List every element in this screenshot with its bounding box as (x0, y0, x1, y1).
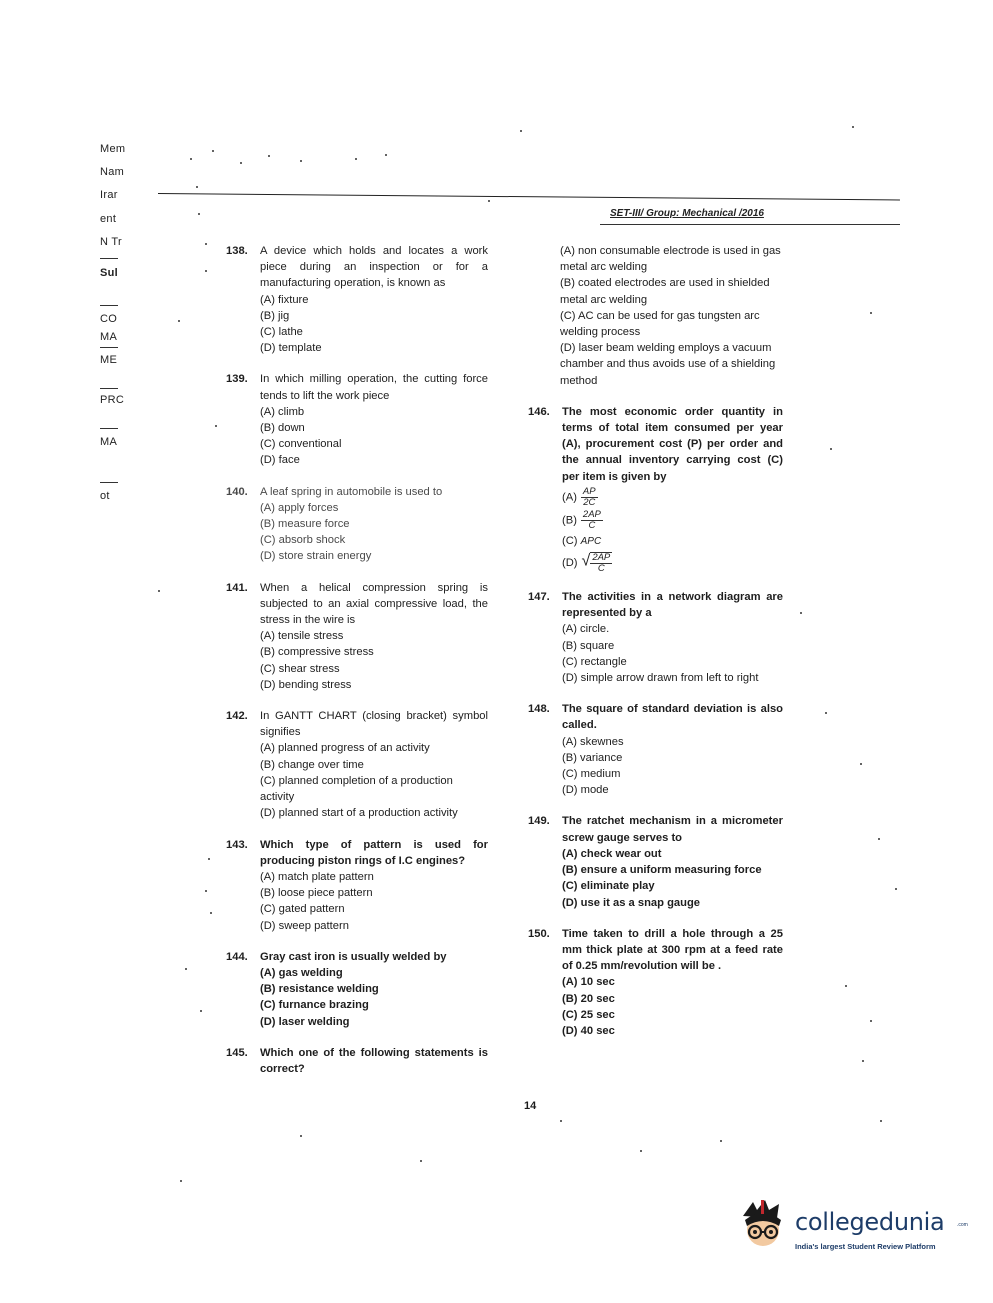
question-145-options (528, 243, 783, 389)
question-text: Which one of the following statements is correct? (260, 1046, 488, 1075)
question-140 (226, 484, 488, 565)
option: (C) rectangle (562, 655, 627, 668)
option: (A) 10 sec (562, 976, 615, 989)
question-141 (226, 580, 488, 693)
question-148 (528, 701, 783, 798)
option: (A) climb (260, 405, 305, 418)
option: (C) eliminate play (562, 880, 655, 893)
option: (D) simple arrow drawn from left to right (562, 672, 759, 685)
option-a: (A) $\frac{AP}{2C}$ (562, 485, 596, 508)
option: (B) square (562, 639, 615, 652)
margin-fragment: Nam (100, 166, 125, 178)
option: (C) absorb shock (260, 534, 346, 547)
question-143 (226, 837, 488, 934)
question-number: 140. (226, 485, 248, 498)
option: (B) ensure a uniform measuring force (562, 864, 762, 877)
margin-fragment: CO (100, 313, 118, 325)
option: (D) laser beam welding employs a vacuum chamber and thus avoids use of a shielding method (560, 342, 776, 387)
option: (B) compressive stress (260, 646, 374, 659)
logo-wordmark: collegedunia (795, 1208, 945, 1236)
option: (D) laser welding (260, 1015, 350, 1028)
option: (C) gated pattern (260, 903, 345, 916)
option: (D) sweep pattern (260, 919, 349, 932)
option: (C) AC can be used for gas tungsten arc welding process (560, 309, 760, 339)
question-138 (226, 243, 488, 356)
margin-fragment: ent (100, 213, 117, 225)
option: (D) use it as a snap gauge (562, 896, 701, 909)
question-150 (528, 926, 783, 1039)
option: (D) 40 sec (562, 1024, 615, 1037)
question-text: When a helical compression spring is subjected to an axial compressive load, the stress in the wire is (260, 581, 488, 627)
option: (C) 25 sec (562, 1008, 615, 1021)
question-146 (528, 404, 783, 574)
right-column (528, 243, 783, 1054)
option: (C) planned completion of a production activity (260, 774, 453, 804)
question-number: 142. (226, 710, 248, 723)
option: (A) gas welding (260, 966, 343, 979)
margin-fragment: Sul (100, 267, 119, 279)
question-number: 138. (226, 245, 248, 257)
option: (D) mode (562, 784, 609, 797)
question-number: 143. (226, 838, 248, 851)
option: (C) shear stress (260, 662, 340, 675)
option: (A) non consumable electrode is used in gas metal arc welding (560, 245, 781, 274)
question-text: Gray cast iron is usually welded by (260, 950, 447, 963)
margin-fragment: Mem (100, 143, 126, 155)
option: (C) lathe (260, 326, 303, 339)
option: (B) 20 sec (562, 992, 615, 1005)
margin-fragment: PRC (100, 394, 125, 406)
option: (B) measure force (260, 518, 350, 531)
header-underline (600, 224, 900, 225)
option: (B) change over time (260, 758, 364, 771)
margin-fragment: N Tr (100, 236, 122, 248)
collegedunia-logo (735, 1196, 968, 1260)
square-root: √ $\frac{2AP}{C}$ (581, 552, 611, 575)
question-text: A device which holds and locates a work piece during an inspection or for a manufacturing operation, is known as (260, 245, 488, 290)
option: (B) down (260, 422, 305, 435)
question-number: 146. (528, 405, 550, 418)
option: (C) furnance brazing (260, 999, 369, 1012)
option: (D) bending stress (260, 678, 352, 691)
margin-fragment: MA (100, 331, 118, 343)
option: (A) match plate pattern (260, 870, 374, 883)
question-number: 144. (226, 950, 248, 963)
question-number: 148. (528, 703, 550, 716)
question-text: Time taken to drill a hole through a 25 mm thick plate at 300 rpm at a feed rate of 0.25 mm/revolution will be . (562, 927, 783, 973)
question-number: 147. (528, 591, 550, 604)
paper-header: SET-III/ Group: Mechanical /2016 (610, 208, 764, 219)
question-text: The most economic order quantity in terms of total item consumed per year (A), procurement cost (P) per order and the annual inventory carrying cost (C) per item is given by (562, 405, 783, 483)
option: (B) coated electrodes are used in shielded metal arc welding (560, 277, 770, 306)
option: (A) check wear out (562, 847, 662, 860)
mascot-icon (735, 1196, 791, 1256)
option: (A) fixture (260, 293, 309, 306)
left-column (226, 243, 488, 1092)
question-number: 149. (528, 815, 550, 828)
option: (C) conventional (260, 438, 342, 451)
option: (D) face (260, 454, 300, 467)
question-number: 141. (226, 581, 248, 594)
question-147 (528, 589, 783, 686)
question-144 (226, 949, 488, 1030)
question-text: The ratchet mechanism in a micrometer screw gauge serves to (562, 815, 783, 844)
question-number: 150. (528, 927, 550, 940)
question-text: A leaf spring in automobile is used to (260, 485, 443, 498)
question-text: In GANTT CHART (closing bracket) symbol signifies (260, 710, 488, 739)
margin-fragment: Irar (100, 189, 118, 201)
option-d: (D) √ $\frac{2AP}{C}$ (562, 552, 611, 575)
question-text: The activities in a network diagram are represented by a (562, 591, 783, 620)
page-number: 14 (524, 1100, 537, 1112)
header-rule (158, 193, 900, 200)
option-c: (C) APC (562, 534, 602, 547)
option: (A) circle. (562, 623, 610, 636)
option: (A) skewnes (562, 735, 624, 748)
option: (A) planned progress of an activity (260, 742, 430, 755)
option-b: (B) $\frac{2AP}{C}$ (562, 508, 601, 531)
fraction: $\frac{2AP}{C}$ (582, 508, 601, 531)
margin-fragment: ot (100, 490, 110, 502)
question-number: 139. (226, 373, 248, 386)
logo-tagline: India's largest Student Review Platform (795, 1242, 936, 1251)
question-text: The square of standard deviation is also called. (562, 703, 783, 732)
question-text: Which type of pattern is used for producing piston rings of I.C engines? (260, 838, 488, 867)
margin-fragment: MA (100, 436, 118, 448)
question-149 (528, 813, 783, 910)
option: (D) planned start of a production activity (260, 807, 458, 820)
option: (A) tensile stress (260, 630, 344, 643)
margin-fragment: ME (100, 354, 118, 366)
fraction: $\frac{AP}{2C}$ (582, 485, 596, 508)
option: (B) jig (260, 309, 290, 322)
logo-com: .com (957, 1222, 968, 1228)
option: (D) template (260, 342, 322, 355)
question-number: 145. (226, 1046, 248, 1059)
option: (A) apply forces (260, 501, 339, 514)
option: (B) loose piece pattern (260, 887, 373, 900)
question-text: In which milling operation, the cutting force tends to lift the work piece (260, 373, 488, 402)
question-145 (226, 1045, 488, 1077)
option: (D) store strain energy (260, 550, 372, 563)
option: (B) resistance welding (260, 983, 379, 996)
option: (C) medium (562, 768, 621, 781)
option: (B) variance (562, 751, 623, 764)
question-142 (226, 708, 488, 821)
question-139 (226, 371, 488, 468)
